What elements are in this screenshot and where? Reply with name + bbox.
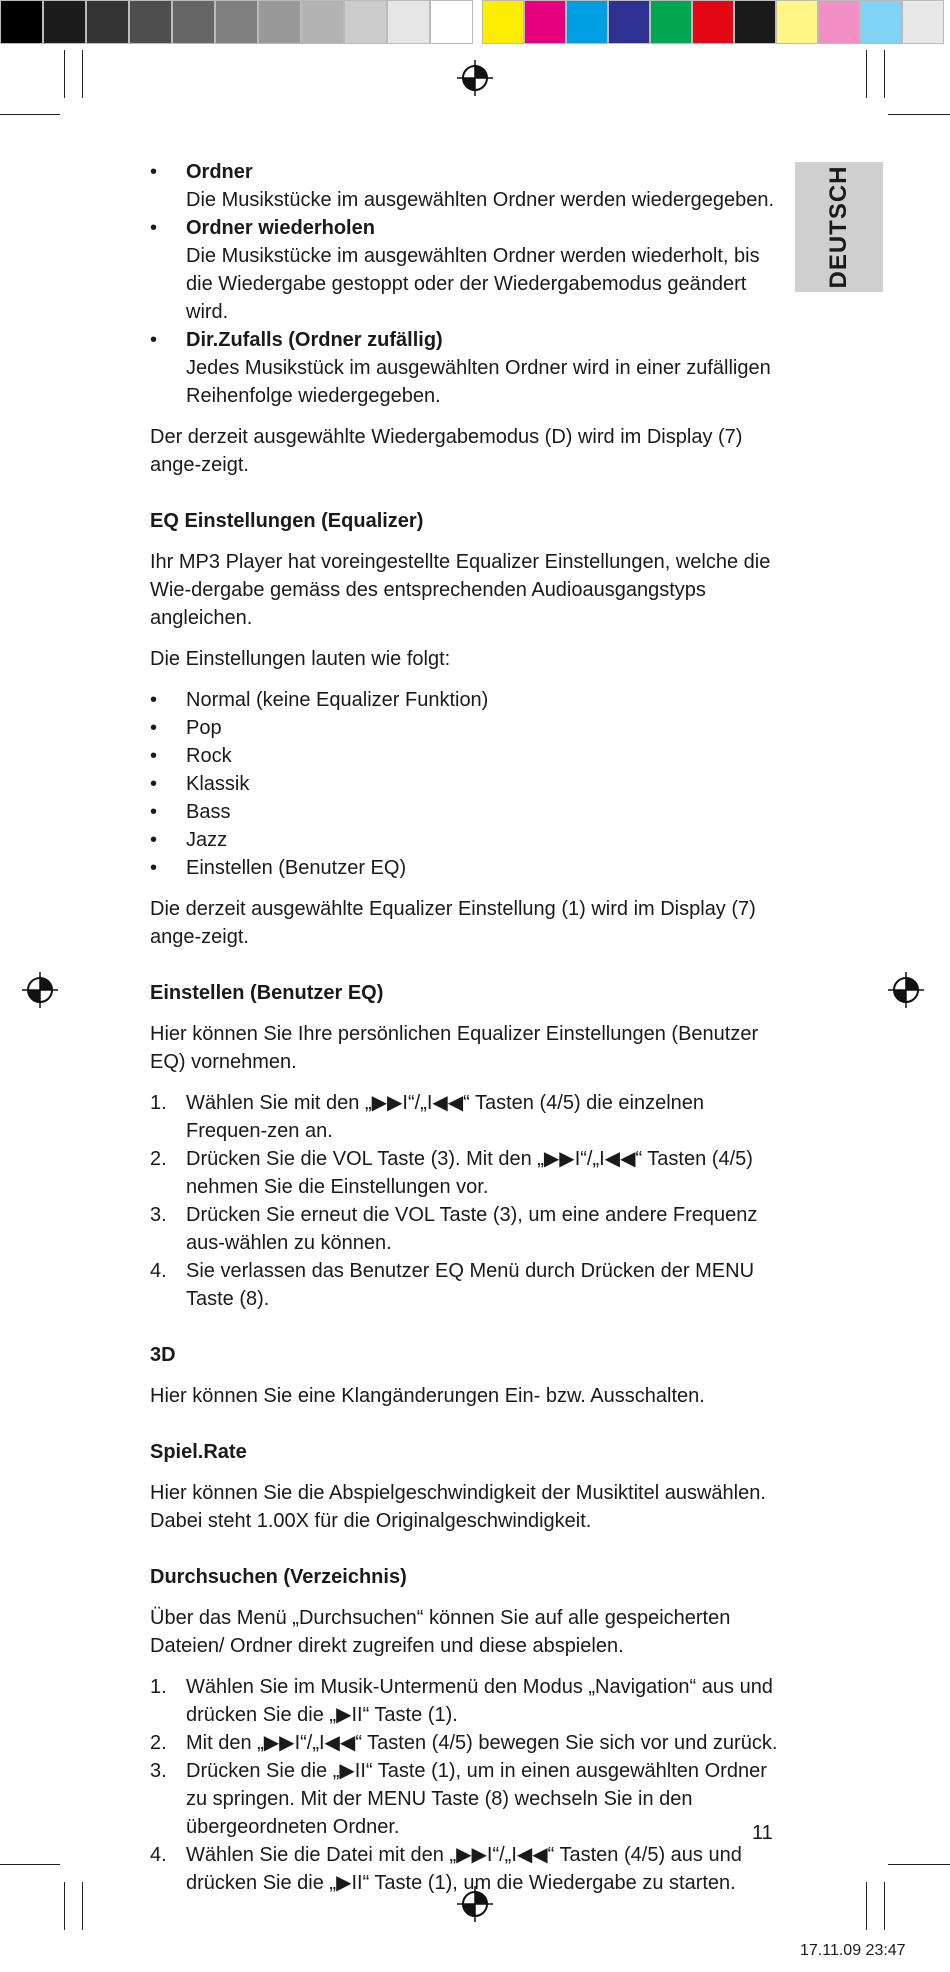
color-swatch (902, 0, 944, 44)
step-text: Mit den „▶▶I“/„I◀◀“ Tasten (4/5) bewegen Sie sich vor und zurück. (186, 1732, 778, 1754)
manual-page-content (150, 158, 780, 1910)
color-swatch (301, 0, 344, 44)
crop-mark (866, 1882, 867, 1930)
list-item-text: Die Musikstücke im ausgewählten Ordner werden wiedergegeben. (186, 189, 775, 211)
grayscale-color-bar (0, 0, 473, 44)
color-swatch (344, 0, 387, 44)
user-eq-intro: Hier können Sie Ihre persönlichen Equalizer Einstellungen (Benutzer EQ) vornehmen. (150, 1023, 759, 1073)
list-item (150, 214, 780, 326)
list-item (150, 1145, 780, 1201)
color-swatch (608, 0, 650, 44)
3d-text: Hier können Sie eine Klangänderungen Ein- bzw. Ausschalten. (150, 1385, 705, 1407)
color-swatch (387, 0, 430, 44)
step-text: Drücken Sie die VOL Taste (3). Mit den „▶▶I“/„I◀◀“ Tasten (4/5) nehmen Sie die Einstellungen vor. (186, 1148, 753, 1198)
step-number: 1. (150, 1092, 167, 1114)
3d-heading: 3D (150, 1344, 176, 1366)
step-number: 3. (150, 1760, 167, 1782)
step-number: 3. (150, 1204, 167, 1226)
list-item (150, 1201, 780, 1257)
list-item-text: Die Musikstücke im ausgewählten Ordner werden wiederholt, bis die Wiedergabe gestoppt oder der Wiedergabemodus geändert wird. (186, 245, 760, 323)
color-swatch (43, 0, 86, 44)
browse-steps (150, 1673, 780, 1897)
step-number: 4. (150, 1844, 167, 1866)
play-rate-text: Hier können Sie die Abspielgeschwindigkeit der Musiktitel auswählen. Dabei steht 1.00X für die Originalgeschwindigkeit. (150, 1482, 766, 1532)
list-item (150, 1089, 780, 1145)
list-item: • Klassik (150, 770, 780, 798)
list-item: • Pop (150, 714, 780, 742)
step-text: Drücken Sie erneut die VOL Taste (3), um eine andere Frequenz aus-wählen zu können. (186, 1204, 758, 1254)
color-swatch (0, 0, 43, 44)
crop-mark (866, 50, 867, 98)
list-item (150, 158, 780, 214)
list-item (150, 1841, 780, 1897)
color-swatch (172, 0, 215, 44)
list-item-title: • Ordner (186, 161, 253, 183)
list-item-title: • Ordner wiederholen (186, 217, 375, 239)
language-tab (795, 162, 883, 292)
crop-mark (884, 1882, 885, 1930)
step-number: 2. (150, 1732, 167, 1754)
crop-mark (0, 114, 60, 115)
list-item (150, 1257, 780, 1313)
crop-mark (82, 50, 83, 98)
list-item (150, 1757, 780, 1841)
user-eq-steps (150, 1089, 780, 1313)
step-text: Wählen Sie die Datei mit den „▶▶I“/„I◀◀“ Tasten (4/5) aus und drücken Sie die „▶II“ Taste (1), um die Wiedergabe zu starten. (186, 1844, 742, 1894)
eq-intro: Ihr MP3 Player hat voreingestellte Equalizer Einstellungen, welche die Wie-dergabe gemäss des entsprechenden Audioausgangstyps angleichen. (150, 551, 771, 629)
playback-mode-note: Der derzeit ausgewählte Wiedergabemodus (D) wird im Display (7) ange-zeigt. (150, 426, 743, 476)
list-item (150, 326, 780, 410)
play-rate-heading: Spiel.Rate (150, 1441, 247, 1463)
color-swatch (129, 0, 172, 44)
browse-intro: Über das Menü „Durchsuchen“ können Sie auf alle gespeicherten Dateien/ Ordner direkt zugreifen und diese abspielen. (150, 1607, 731, 1657)
color-swatch (566, 0, 608, 44)
color-swatch (860, 0, 902, 44)
registration-mark-icon (457, 60, 493, 96)
crop-mark (64, 1882, 65, 1930)
eq-list-intro: Die Einstellungen lauten wie folgt: (150, 648, 451, 670)
list-item: • Bass (150, 798, 780, 826)
color-swatch (258, 0, 301, 44)
color-swatch (818, 0, 860, 44)
color-swatch (430, 0, 473, 44)
playback-mode-list (150, 158, 780, 410)
eq-note: Die derzeit ausgewählte Equalizer Einstellung (1) wird im Display (7) ange-zeigt. (150, 898, 756, 948)
crop-mark (888, 114, 950, 115)
step-number: 4. (150, 1260, 167, 1282)
eq-settings-list (150, 686, 780, 882)
user-eq-heading: Einstellen (Benutzer EQ) (150, 982, 384, 1004)
crop-mark (0, 1864, 60, 1865)
browse-heading: Durchsuchen (Verzeichnis) (150, 1566, 407, 1588)
list-item: • Normal (keine Equalizer Funktion) (150, 686, 780, 714)
color-swatch (734, 0, 776, 44)
list-item-title: • Dir.Zufalls (Ordner zufällig) (186, 329, 443, 351)
list-item: • Jazz (150, 826, 780, 854)
step-text: Drücken Sie die „▶II“ Taste (1), um in einen ausgewählten Ordner zu springen. Mit der MENU Taste (8) wechseln Sie in den übergeordneten Ordner. (186, 1760, 767, 1838)
step-text: Wählen Sie mit den „▶▶I“/„I◀◀“ Tasten (4/5) die einzelnen Frequen-zen an. (186, 1092, 705, 1142)
registration-mark-icon (22, 972, 58, 1008)
step-text: Sie verlassen das Benutzer EQ Menü durch Drücken der MENU Taste (8). (186, 1260, 755, 1310)
step-number: 2. (150, 1148, 167, 1170)
list-item (150, 1673, 780, 1729)
step-text: Wählen Sie im Musik-Untermenü den Modus „Navigation“ aus und drücken Sie die „▶II“ Taste (1). (186, 1676, 773, 1726)
color-swatch (776, 0, 818, 44)
color-swatch (692, 0, 734, 44)
color-swatch (524, 0, 566, 44)
crop-mark (884, 50, 885, 98)
crop-mark (888, 1864, 950, 1865)
registration-mark-icon (888, 972, 924, 1008)
color-swatch (86, 0, 129, 44)
crop-mark (64, 50, 65, 98)
list-item-text: Jedes Musikstück im ausgewählten Ordner wird in einer zufälligen Reihenfolge wiedergegeben. (186, 357, 771, 407)
step-number: 1. (150, 1676, 167, 1698)
color-swatch (650, 0, 692, 44)
color-swatch (482, 0, 524, 44)
list-item: • Einstellen (Benutzer EQ) (150, 854, 780, 882)
list-item: • Rock (150, 742, 780, 770)
page-number: 11 (752, 1822, 773, 1844)
crop-mark (82, 1882, 83, 1930)
print-timestamp: 17.11.09 23:47 (800, 1942, 906, 1959)
eq-heading: EQ Einstellungen (Equalizer) (150, 510, 424, 532)
process-color-bar (482, 0, 944, 44)
language-tab-label: DEUTSCH (825, 165, 852, 289)
color-swatch (215, 0, 258, 44)
list-item (150, 1729, 780, 1757)
